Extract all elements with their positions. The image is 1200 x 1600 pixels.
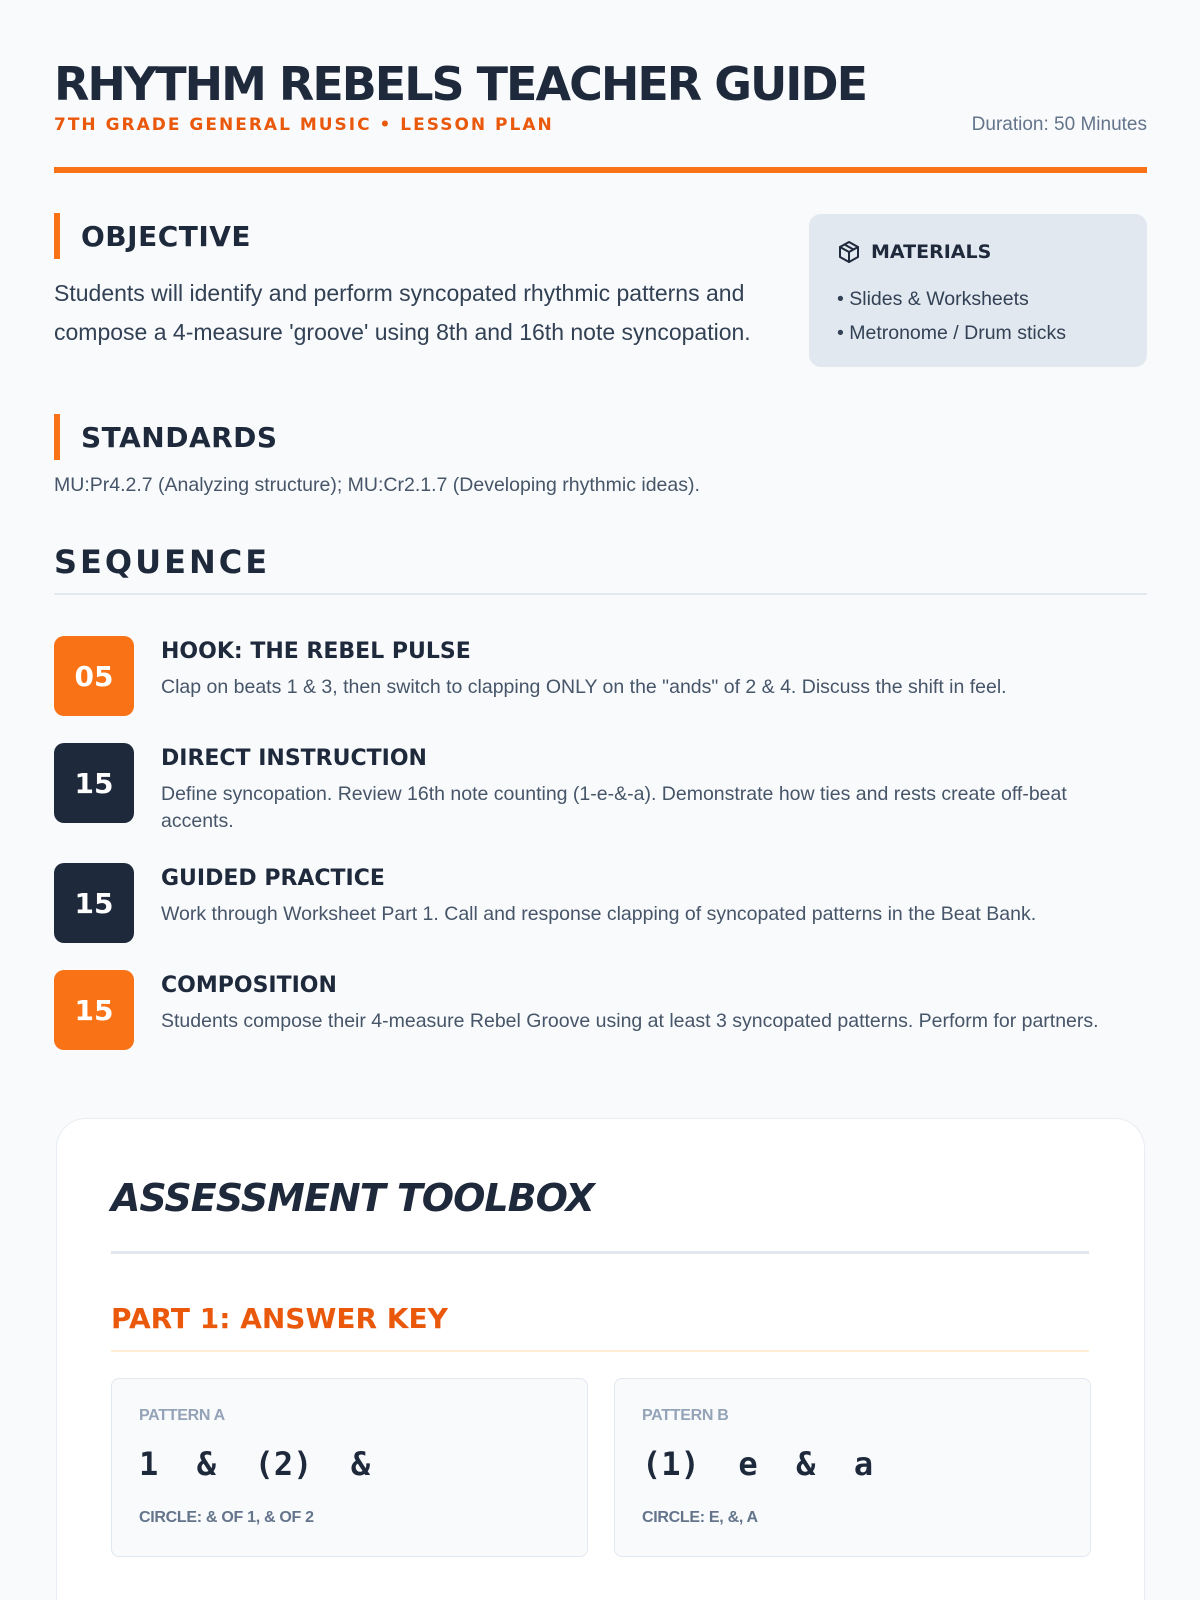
step-description: Work through Worksheet Part 1. Call and response clapping of syncopated patterns in the Beat Bank. [161, 903, 1037, 925]
step-body [161, 970, 1121, 1050]
objective-heading [54, 213, 251, 259]
materials-item: • Slides & Worksheets [837, 288, 1029, 310]
toolbox-title: ASSESSMENT TOOLBOX [111, 1176, 594, 1220]
step-title: COMPOSITION [161, 973, 337, 998]
page-title: RHYTHM REBELS TEACHER GUIDE [54, 57, 867, 111]
step-title: HOOK: THE REBEL PULSE [161, 639, 471, 664]
step-description: Students compose their 4-measure Rebel Groove using at least 3 syncopated patterns. Perform for partners. [161, 1010, 1099, 1032]
pattern-answer: CIRCLE: & OF 1, & OF 2 [139, 1509, 314, 1526]
assessment-toolbox [56, 1118, 1145, 1600]
sequence-step [54, 636, 1147, 716]
step-title: GUIDED PRACTICE [161, 866, 385, 891]
accent-bar [54, 414, 60, 460]
step-description: Clap on beats 1 & 3, then switch to clapping ONLY on the "ands" of 2 & 4. Discuss the shift in feel. [161, 676, 1007, 698]
standards-text: MU:Pr4.2.7 (Analyzing structure); MU:Cr2.1.7 (Developing rhythmic ideas). [54, 474, 700, 496]
step-body [161, 863, 1121, 943]
sequence-divider [54, 593, 1147, 595]
sequence-heading: SEQUENCE [54, 543, 271, 581]
pattern-notation: (1) e & a [642, 1445, 874, 1483]
materials-item: • Metronome / Drum sticks [837, 322, 1066, 344]
materials-list [837, 282, 1119, 350]
step-body [161, 743, 1121, 835]
step-title: DIRECT INSTRUCTION [161, 746, 427, 771]
minutes-badge: 15 [54, 970, 134, 1050]
toolbox-divider [111, 1251, 1089, 1254]
materials-heading-text: MATERIALS [871, 241, 992, 263]
sequence-step [54, 970, 1147, 1050]
pattern-notation: 1 & (2) & [139, 1445, 371, 1483]
pattern-card [111, 1378, 588, 1557]
standards-heading [54, 414, 278, 460]
page-subtitle: 7TH GRADE GENERAL MUSIC • LESSON PLAN [54, 115, 554, 135]
guide-header [54, 58, 1147, 136]
pattern-card [614, 1378, 1091, 1557]
pattern-label: PATTERN A [139, 1407, 225, 1424]
pattern-label: PATTERN B [642, 1407, 729, 1424]
answer-key-heading: PART 1: ANSWER KEY [111, 1302, 448, 1335]
answer-key-divider [111, 1350, 1089, 1352]
minutes-badge: 15 [54, 863, 134, 943]
minutes-badge: 15 [54, 743, 134, 823]
sequence-step [54, 743, 1147, 835]
header-subrow [54, 114, 1147, 136]
package-icon [837, 240, 861, 264]
step-description: Define syncopation. Review 16th note counting (1-e-&-a). Demonstrate how ties and rests create off-beat accents. [161, 783, 1067, 832]
pattern-answer: CIRCLE: E, &, A [642, 1509, 758, 1526]
duration-label: Duration: 50 Minutes [971, 114, 1147, 135]
materials-card [809, 214, 1147, 367]
step-body [161, 636, 1121, 716]
materials-heading [837, 240, 1119, 264]
objective-text: Students will identify and perform syncopated rhythmic patterns and compose a 4-measure 'groove' using 8th and 16th note syncopation. [54, 280, 751, 345]
accent-bar [54, 213, 60, 259]
header-divider [54, 167, 1147, 173]
objective-heading-text: OBJECTIVE [81, 219, 252, 253]
standards-heading-text: STANDARDS [81, 420, 278, 454]
minutes-badge: 05 [54, 636, 134, 716]
sequence-step [54, 863, 1147, 943]
